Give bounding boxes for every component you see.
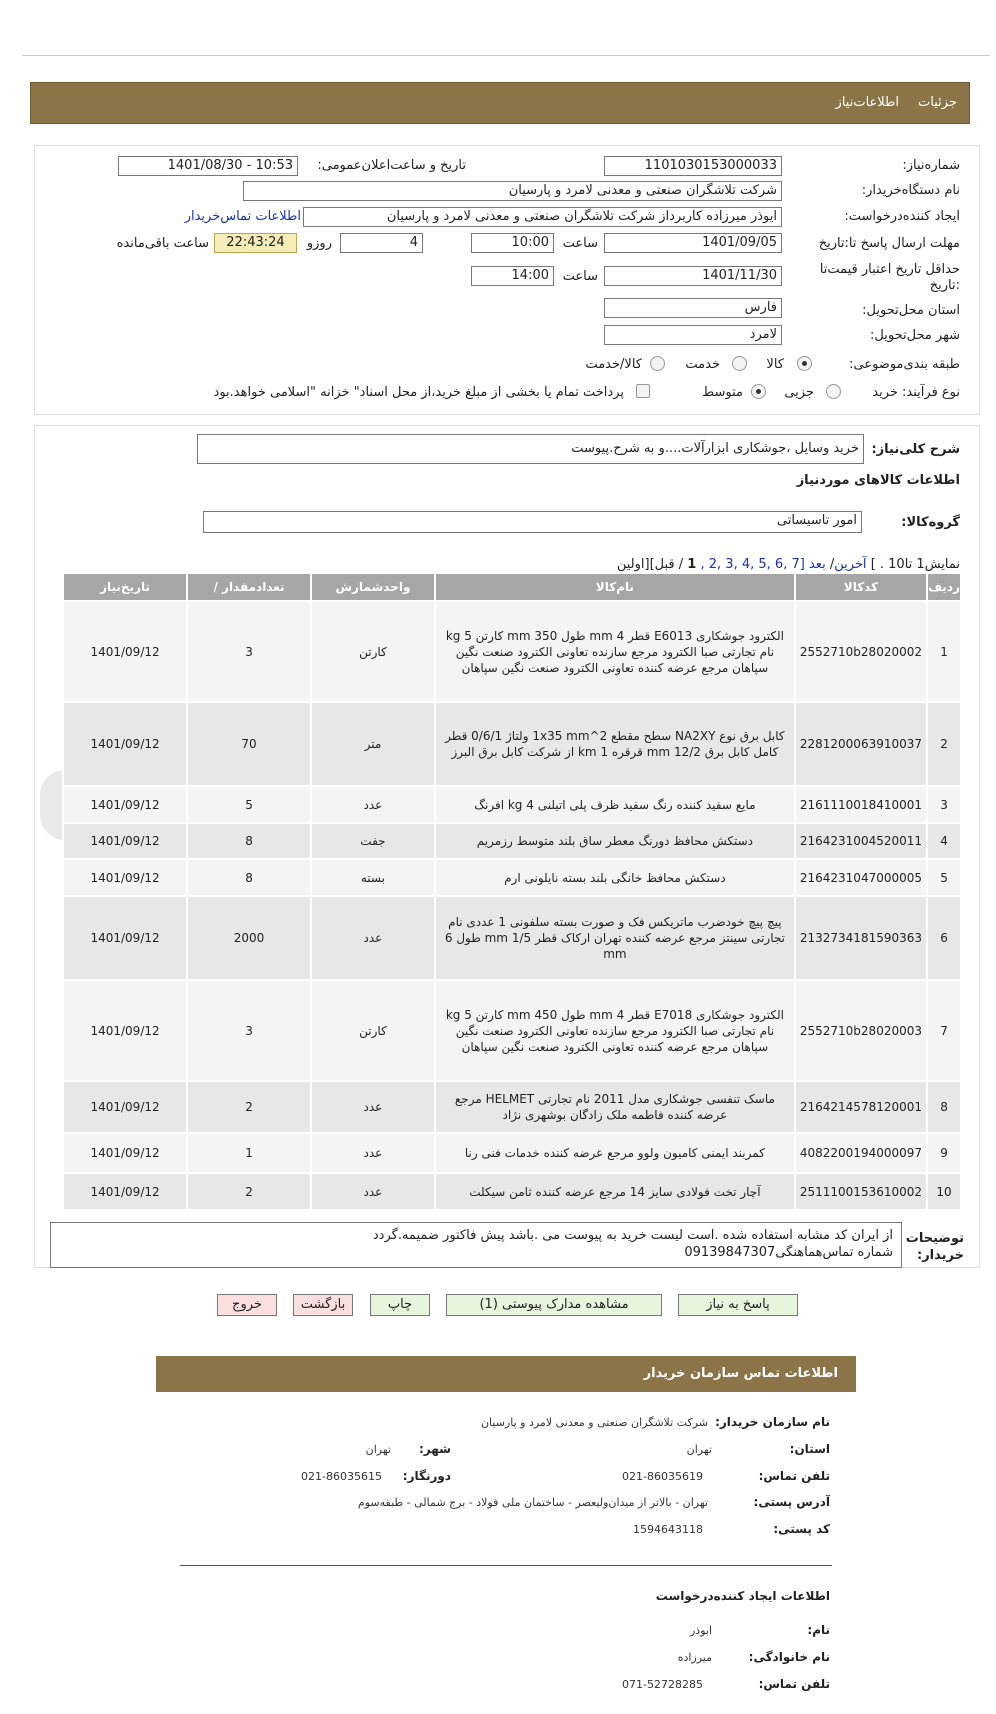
creator-phone-value: 071-52728285 [622, 1678, 703, 1691]
table-row [63, 786, 961, 823]
table-row [63, 601, 961, 702]
col-name: نام‌کالا [435, 573, 795, 601]
contact-phone-value: 021-86035619 [622, 1470, 703, 1483]
row-date: 1401/09/12 [63, 1173, 187, 1210]
items-table [62, 572, 962, 1211]
validity-date-field: 1401/11/30 [604, 266, 782, 286]
category-goods-radio[interactable] [797, 356, 812, 371]
validity-time-label: ساعت [562, 269, 598, 284]
category-label: طبقه بندی‌موضوعی: [849, 357, 960, 372]
row-name: کابل برق نوع NA2XY سطح مقطع 1x35 mm^2 ولتاژ 0/6/1 قطر کامل کابل برق 12/2 mm قرقره 1 km از شرکت کابل برق البرز [435, 702, 795, 786]
process-label: نوع فرآیند: خرید [872, 385, 960, 400]
row-unit: عدد [311, 1133, 435, 1173]
pagination-current: 1 [687, 557, 697, 572]
province-label: استان محل‌تحویل: [862, 303, 960, 318]
city-label: شهر محل‌تحویل: [870, 328, 960, 343]
contact-divider [180, 1565, 832, 1566]
validity-time-field: 14:00 [471, 266, 554, 286]
row-date: 1401/09/12 [63, 1081, 187, 1133]
back-button[interactable]: بازگشت [293, 1294, 353, 1316]
row-index: 6 [927, 896, 961, 980]
contact-province-value: تهران [686, 1443, 712, 1456]
deadline-label: مهلت ارسال پاسخ تا‌:تاریخ [818, 236, 960, 251]
process-small-radio[interactable] [826, 384, 841, 399]
contact-fax-label: دورنگار: [402, 1469, 451, 1483]
creator-info-title: اطلاعات ایجاد کننده‌درخواست [655, 1589, 830, 1603]
table-row [63, 1173, 961, 1210]
row-unit: عدد [311, 896, 435, 980]
row-code: 2552710b28020002 [795, 601, 927, 702]
pagination-last[interactable]: آخرین [834, 557, 867, 572]
row-name: الکترود جوشکاری E6013 قطر 4 mm طول 350 mm کارتن 5 kg نام تجارتی صبا الکترود مرجع سازنده تعاونی الکترود صنعت نگین سپاهان مرجع عرضه کننده تعاونی الکترود صنعت نگین سپاهان [435, 601, 795, 702]
row-date: 1401/09/12 [63, 601, 187, 702]
row-qty: 2000 [187, 896, 311, 980]
col-code: کدکالا [795, 573, 927, 601]
contact-city-label: شهر: [419, 1442, 451, 1456]
row-index: 10 [927, 1173, 961, 1210]
table-row [63, 896, 961, 980]
attachments-button[interactable]: مشاهده مدارک پیوستی (1) [446, 1294, 662, 1316]
pagination-pages[interactable]: [7 ,6 ,5 ,4 ,3 ,2 , [700, 557, 805, 572]
creator-label: ایجاد کننده‌درخواست: [844, 209, 960, 224]
row-unit: عدد [311, 1081, 435, 1133]
creator-family-label: نام خانوادگی: [748, 1650, 830, 1664]
print-button[interactable]: چاپ [370, 1294, 430, 1316]
buyer-notes-box [50, 1222, 902, 1268]
deadline-time-label: ساعت [562, 236, 598, 251]
row-code: 2281200063910037 [795, 702, 927, 786]
row-unit: بسته [311, 859, 435, 896]
row-date: 1401/09/12 [63, 786, 187, 823]
announce-label: تاریخ و ساعت‌اعلان‌عمومی: [317, 158, 466, 173]
exit-button[interactable]: خروج [217, 1294, 277, 1316]
row-code: 2552710b28020003 [795, 980, 927, 1081]
row-date: 1401/09/12 [63, 980, 187, 1081]
row-code: 2132734181590363 [795, 896, 927, 980]
contact-phone-label: تلفن تماس: [758, 1469, 830, 1483]
col-date: تاریخ‌نیاز [63, 573, 187, 601]
category-goods-service-radio[interactable] [650, 356, 665, 371]
remaining-timer: 22:43:24 [214, 233, 297, 253]
contact-title: اطلاعات تماس سازمان خریدار [643, 1366, 838, 1381]
table-row [63, 1081, 961, 1133]
remaining-label: ساعت باقی‌مانده [116, 236, 209, 251]
row-index: 2 [927, 702, 961, 786]
row-name: الکترود جوشکاری E7018 قطر 4 mm طول 450 mm کارتن 5 kg نام تجارتی صبا الکترود مرجع سازنده تعاونی الکترود صنعت نگین سپاهان مرجع عرضه کننده تعاونی الکترود صنعت نگین سپاهان [435, 980, 795, 1081]
row-index: 7 [927, 980, 961, 1081]
need-number-label: شماره‌نیاز: [902, 158, 960, 173]
row-code: 2511100153610002 [795, 1173, 927, 1210]
table-row [63, 980, 961, 1081]
creator-field: ایوذر میرزاده کاربرداز شرکت تلاشگران صنعتی و معدنی لامرد و پارسیان [303, 207, 782, 227]
contact-header [156, 1356, 856, 1392]
process-medium-label: متوسط [702, 385, 743, 400]
contact-address-label: آدرس پستی: [753, 1495, 830, 1509]
row-name: پیچ پیچ خودضرب ماتریکس فک و صورت بسته سلفونی 1 عددی نام تجارتی سینتز مرجع عرضه کننده تهران ارکاک قطر 1/5 mm طول 6 mm [435, 896, 795, 980]
row-qty: 5 [187, 786, 311, 823]
row-date: 1401/09/12 [63, 859, 187, 896]
tab-need-info[interactable]: اطلاعات‌نیاز [835, 95, 899, 110]
treasury-payment-note: پرداخت تمام یا بخشی از مبلغ خرید،از محل اسناد" خزانه "اسلامی خواهد.بود [213, 385, 624, 400]
col-qty: تعداد‌مقدار / [187, 573, 311, 601]
row-unit: متر [311, 702, 435, 786]
row-name: کمربند ایمنی کامیون ولوو مرجع عرضه کننده خدمات فنی رنا [435, 1133, 795, 1173]
buyer-notes-line1: از ایران کد مشابه استفاده شده .است لیست خرید به پیوست می .باشد پیش فاکتور ضمیمه.گردد [372, 1228, 893, 1243]
buyer-org-field: شرکت تلاشگران صنعتی و معدنی لامرد و پارسیان [243, 181, 782, 201]
deadline-time-field: 10:00 [471, 233, 554, 253]
contact-postal-value: 1594643118 [633, 1523, 703, 1536]
creator-name-value: ابوذر [689, 1624, 712, 1637]
creator-name-label: نام: [807, 1623, 830, 1637]
process-small-label: جزیی [784, 385, 814, 400]
row-unit: کارتن [311, 980, 435, 1081]
row-code: 4082200194000097 [795, 1133, 927, 1173]
creator-phone-label: تلفن تماس: [758, 1677, 830, 1691]
category-service-label: خدمت [685, 357, 720, 372]
category-goods-label: کالا [766, 357, 784, 372]
page-header [30, 82, 970, 124]
row-index: 8 [927, 1081, 961, 1133]
buyer-contact-link[interactable]: اطلاعات تماس‌خریدار [184, 209, 301, 224]
row-qty: 2 [187, 1173, 311, 1210]
row-unit: کارتن [311, 601, 435, 702]
row-code: 2164231047000005 [795, 859, 927, 896]
row-qty: 2 [187, 1081, 311, 1133]
row-index: 1 [927, 601, 961, 702]
row-index: 3 [927, 786, 961, 823]
pagination: نمایش1 تا10 . ] آخرین/ بعد [7 ,6 ,5 ,4 ,3 ,2 , 1 / قبل][اولین [616, 557, 960, 572]
row-name: دستکش محافظ دورنگ معطر ساق بلند متوسط رزمریم [435, 823, 795, 859]
row-date: 1401/09/12 [63, 896, 187, 980]
table-header-row [63, 573, 961, 601]
need-number-field: 1101030153000033 [604, 156, 782, 176]
city-field: لامرد [604, 325, 782, 345]
row-name: آچار تخت فولادی سایز 14 مرجع عرضه کننده ثامن سیکلت [435, 1173, 795, 1210]
group-field: امور تاسیساتی [203, 511, 862, 533]
row-date: 1401/09/12 [63, 1133, 187, 1173]
items-title: اطلاعات کالاهای موردنیاز [796, 473, 960, 488]
respond-button[interactable]: پاسخ به نیاز [678, 1294, 798, 1316]
row-name: دستکش محافظ خانگی بلند بسته نایلونی ارم [435, 859, 795, 896]
row-qty: 3 [187, 980, 311, 1081]
contact-fax-value: 021-86035615 [301, 1470, 382, 1483]
col-index: ردیف [927, 573, 961, 601]
pagination-prefix: نمایش1 تا10 . ] [870, 557, 960, 572]
general-desc-label: شرح کلی‌نیاز: [871, 442, 960, 457]
treasury-payment-checkbox[interactable] [636, 384, 650, 398]
creator-family-value: میرزاده [677, 1651, 712, 1664]
province-field: فارس [604, 298, 782, 318]
contact-city-value: تهران [365, 1443, 391, 1456]
row-qty: 3 [187, 601, 311, 702]
tab-details[interactable]: جزئیات [918, 95, 957, 110]
table-row [63, 859, 961, 896]
row-name: ماسک تنفسی جوشکاری مدل 2011 نام تجارتی HELMET مرجع عرضه کننده فاطمه ملک زادگان بوشهری نژاد [435, 1081, 795, 1133]
contact-province-label: استان: [789, 1442, 830, 1456]
row-unit: عدد [311, 786, 435, 823]
row-qty: 70 [187, 702, 311, 786]
row-code: 2164214578120001 [795, 1081, 927, 1133]
row-date: 1401/09/12 [63, 702, 187, 786]
category-service-radio[interactable] [732, 356, 747, 371]
row-qty: 1 [187, 1133, 311, 1173]
row-qty: 8 [187, 859, 311, 896]
days-field: 4 [340, 233, 423, 253]
row-index: 9 [927, 1133, 961, 1173]
contact-org-label: نام سازمان خریدار: [715, 1415, 830, 1429]
row-code: 2164231004520011 [795, 823, 927, 859]
row-index: 4 [927, 823, 961, 859]
process-medium-radio[interactable] [751, 384, 766, 399]
row-date: 1401/09/12 [63, 823, 187, 859]
row-unit: جفت [311, 823, 435, 859]
contact-org-value: شرکت تلاشگران صنعتی و معدنی لامرد و پارسیان [480, 1416, 708, 1429]
table-row [63, 1133, 961, 1173]
row-unit: عدد [311, 1173, 435, 1210]
group-label: گروه‌کالا: [901, 515, 960, 530]
row-qty: 8 [187, 823, 311, 859]
row-code: 2161110018410001 [795, 786, 927, 823]
buyer-notes-label: توضیحات خریدار: [905, 1231, 964, 1263]
validity-label: حداقل تاریخ اعتبار قیمت‌تا :تاریخ [819, 262, 960, 293]
deadline-date-field: 1401/09/05 [604, 233, 782, 253]
row-name: مایع سفید کننده رنگ سفید ظرف پلی اتیلنی 4 kg افرنگ [435, 786, 795, 823]
announce-field: 1401/08/30 - 10:53 [118, 156, 298, 176]
category-goods-service-label: کالا/خدمت [585, 357, 642, 372]
contact-address-value: تهران - بالاتر از میدان‌ولیعصر - ساختمان ملی فولاد - برج شمالی - طبقه‌سوم [357, 1496, 708, 1509]
table-row [63, 823, 961, 859]
col-unit: واحدشمارش [311, 573, 435, 601]
table-row [63, 702, 961, 786]
days-label: روزو [306, 236, 332, 251]
row-index: 5 [927, 859, 961, 896]
top-divider [22, 55, 990, 56]
buyer-org-label: نام دستگاه‌خریدار: [861, 183, 960, 198]
buyer-notes-line2: شماره تماس‌هماهنگی09139847307 [684, 1245, 893, 1260]
general-desc-field: خرید وسایل ،جوشکاری ابزارآلات....و به شرح.پیوست [197, 434, 864, 464]
pagination-next[interactable]: بعد [808, 557, 826, 572]
contact-postal-label: کد پستی: [773, 1522, 830, 1536]
pagination-tail: / قبل][اولین [616, 557, 684, 572]
